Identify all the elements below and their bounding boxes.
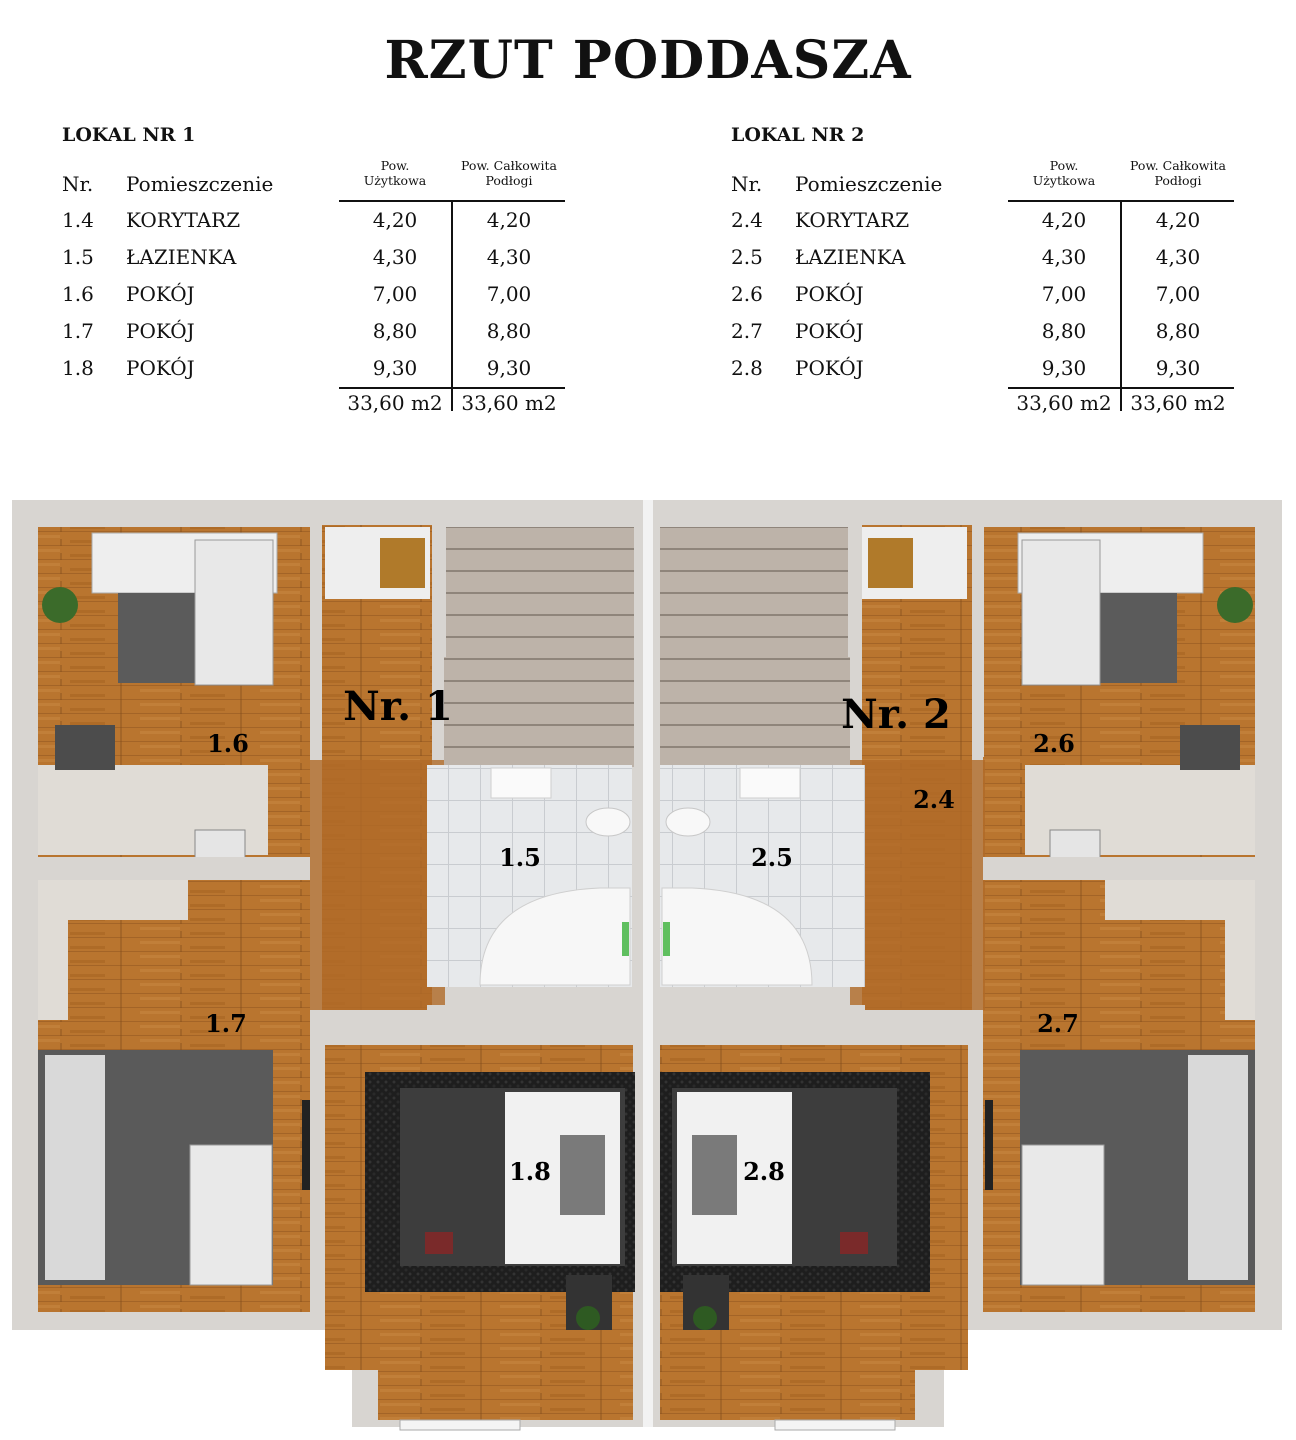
table-row [62, 350, 582, 387]
column-divider [451, 350, 453, 387]
blanket-1-6 [195, 540, 273, 685]
wardrobe-1-7b [68, 880, 188, 920]
sink-1 [491, 768, 551, 798]
table-row [62, 313, 582, 350]
stair-wall-1 [432, 527, 446, 657]
column-divider [1120, 200, 1122, 239]
room-label-2-5: 2.5 [751, 843, 793, 872]
pillow-2-8 [692, 1135, 737, 1215]
book-1-8 [425, 1232, 453, 1254]
row-nr: 2.5 [731, 245, 763, 269]
row-usable: 8,80 [372, 319, 418, 343]
col-total-header: Pow. Całkowita Podłogi [461, 158, 557, 188]
row-room: POKÓJ [795, 319, 864, 343]
plant-2-8 [693, 1306, 717, 1330]
toilet-2 [666, 808, 710, 836]
row-usable: 9,30 [372, 356, 418, 380]
column-divider [1120, 239, 1122, 276]
books-1-6 [195, 830, 245, 858]
row-usable: 4,20 [1041, 208, 1087, 232]
row-usable: 4,30 [372, 245, 418, 269]
stairs-2 [660, 527, 850, 767]
table-row [731, 350, 1251, 387]
wall-1-6-1-7 [38, 857, 310, 880]
row-usable: 7,00 [1041, 282, 1087, 306]
books-2-6 [1050, 830, 1100, 858]
row-room: POKÓJ [126, 356, 195, 380]
column-divider [1120, 387, 1122, 411]
row-total: 7,00 [486, 282, 532, 306]
lokal-2-table [731, 120, 1251, 424]
page-title: RZUT PODDASZA [384, 30, 912, 91]
lokal-1-heading: LOKAL NR 1 [62, 124, 196, 146]
row-usable: 8,80 [1041, 319, 1087, 343]
wardrobe-1-7a [38, 880, 68, 1020]
room-label-1-8: 1.8 [509, 1157, 551, 1186]
col-usable-header: Pow. Użytkowa [1032, 158, 1096, 188]
wall-1-6-corridor [310, 527, 322, 757]
column-divider [451, 313, 453, 350]
column-divider [451, 200, 453, 239]
table-row [731, 239, 1251, 276]
column-divider [1120, 350, 1122, 387]
room-2-8-alcove-floor [660, 1320, 915, 1420]
row-nr: 2.6 [731, 282, 763, 306]
row-total: 4,20 [486, 208, 532, 232]
column-divider [451, 387, 453, 411]
row-usable: 7,00 [372, 282, 418, 306]
wall-2-7-2-8 [968, 1015, 983, 1312]
stairs-1 [444, 527, 634, 767]
col-usable-header: Pow. Użytkowa [363, 158, 427, 188]
table-total-row [62, 387, 582, 424]
table-row [62, 276, 582, 313]
wall-2-6-2-7 [983, 857, 1255, 880]
wardrobe-2-7b [1105, 880, 1225, 920]
row-nr: 2.8 [731, 356, 763, 380]
row-nr: 1.8 [62, 356, 94, 380]
room-label-1-7: 1.7 [205, 1009, 247, 1038]
table-row [731, 202, 1251, 239]
book-2-8 [840, 1232, 868, 1254]
col-room-header: Pomieszczenie [795, 172, 943, 196]
sum-usable: 33,60 m2 [1016, 391, 1112, 415]
room-label-2-8: 2.8 [743, 1157, 785, 1186]
pillow-1-8 [560, 1135, 605, 1215]
unit-2-label: Nr. 2 [841, 691, 951, 738]
row-total: 9,30 [486, 356, 532, 380]
room-label-2-6: 2.6 [1033, 729, 1075, 758]
blanket-1-7 [190, 1145, 272, 1285]
column-divider [1120, 313, 1122, 350]
room-label-1-5: 1.5 [499, 843, 541, 872]
sink-2 [740, 768, 800, 798]
table-row [731, 276, 1251, 313]
window-2-8 [775, 1420, 895, 1430]
corridor-1-4-landing [310, 760, 445, 1010]
bath-handle-2 [663, 922, 670, 956]
column-divider [451, 276, 453, 313]
window-1-8 [400, 1420, 520, 1430]
sum-total: 33,60 m2 [1130, 391, 1226, 415]
room-label-2-7: 2.7 [1037, 1009, 1079, 1038]
room-label-1-6: 1.6 [207, 729, 249, 758]
row-usable: 9,30 [1041, 356, 1087, 380]
table-header [731, 158, 1251, 202]
blanket-2-7 [1022, 1145, 1104, 1285]
floor-plan [0, 495, 1296, 1440]
chair-2-6 [1180, 725, 1240, 770]
row-room: ŁAZIENKA [126, 245, 237, 269]
blanket-2-6 [1022, 540, 1100, 685]
wardrobe-2-7a [1225, 880, 1255, 1020]
row-room: POKÓJ [126, 282, 195, 306]
lokal-2-heading: LOKAL NR 2 [731, 124, 865, 146]
bath-wall-2 [670, 1005, 865, 1045]
room-label-2-4: 2.4 [913, 785, 955, 814]
table-row [62, 239, 582, 276]
unit-1-label: Nr. 1 [343, 683, 453, 730]
row-usable: 4,20 [372, 208, 418, 232]
tv-2-7 [985, 1100, 993, 1190]
row-room: POKÓJ [795, 282, 864, 306]
toilet-1 [586, 808, 630, 836]
bath-wall-1 [427, 1005, 622, 1045]
sum-total: 33,60 m2 [461, 391, 557, 415]
pillows-2-7 [1188, 1055, 1248, 1280]
row-nr: 2.4 [731, 208, 763, 232]
tv-1-7 [302, 1100, 310, 1190]
row-nr: 2.7 [731, 319, 763, 343]
row-nr: 1.6 [62, 282, 94, 306]
chair-1-6 [55, 725, 115, 770]
row-total: 4,20 [1155, 208, 1201, 232]
stair-wall-2 [848, 527, 862, 657]
party-wall [643, 500, 653, 1427]
row-total: 8,80 [1155, 319, 1201, 343]
wall-1-7-1-8 [310, 1015, 325, 1312]
table-header [62, 158, 582, 202]
column-divider [1120, 276, 1122, 313]
row-total: 9,30 [1155, 356, 1201, 380]
wall-2-6-corridor [972, 527, 984, 757]
row-room: POKÓJ [795, 356, 864, 380]
column-divider [451, 239, 453, 276]
plant-1-6 [42, 587, 78, 623]
row-room: ŁAZIENKA [795, 245, 906, 269]
table-total-row [731, 387, 1251, 424]
col-total-header: Pow. Całkowita Podłogi [1130, 158, 1226, 188]
box-1 [380, 538, 425, 588]
pillows-1-7 [45, 1055, 105, 1280]
row-nr: 1.7 [62, 319, 94, 343]
col-room-header: Pomieszczenie [126, 172, 274, 196]
box-2 [868, 538, 913, 588]
row-room: POKÓJ [126, 319, 195, 343]
room-1-8-alcove-floor [378, 1320, 633, 1420]
bath-handle-1 [622, 922, 629, 956]
row-total: 8,80 [486, 319, 532, 343]
row-total: 7,00 [1155, 282, 1201, 306]
row-room: KORYTARZ [795, 208, 910, 232]
col-nr-header: Nr. [731, 172, 763, 196]
row-room: KORYTARZ [126, 208, 241, 232]
row-total: 4,30 [486, 245, 532, 269]
lokal-1-table [62, 120, 582, 424]
row-usable: 4,30 [1041, 245, 1087, 269]
sum-usable: 33,60 m2 [347, 391, 443, 415]
row-total: 4,30 [1155, 245, 1201, 269]
col-nr-header: Nr. [62, 172, 94, 196]
table-row [731, 313, 1251, 350]
table-row [62, 202, 582, 239]
plant-1-8 [576, 1306, 600, 1330]
plant-2-6 [1217, 587, 1253, 623]
row-nr: 1.4 [62, 208, 94, 232]
row-nr: 1.5 [62, 245, 94, 269]
